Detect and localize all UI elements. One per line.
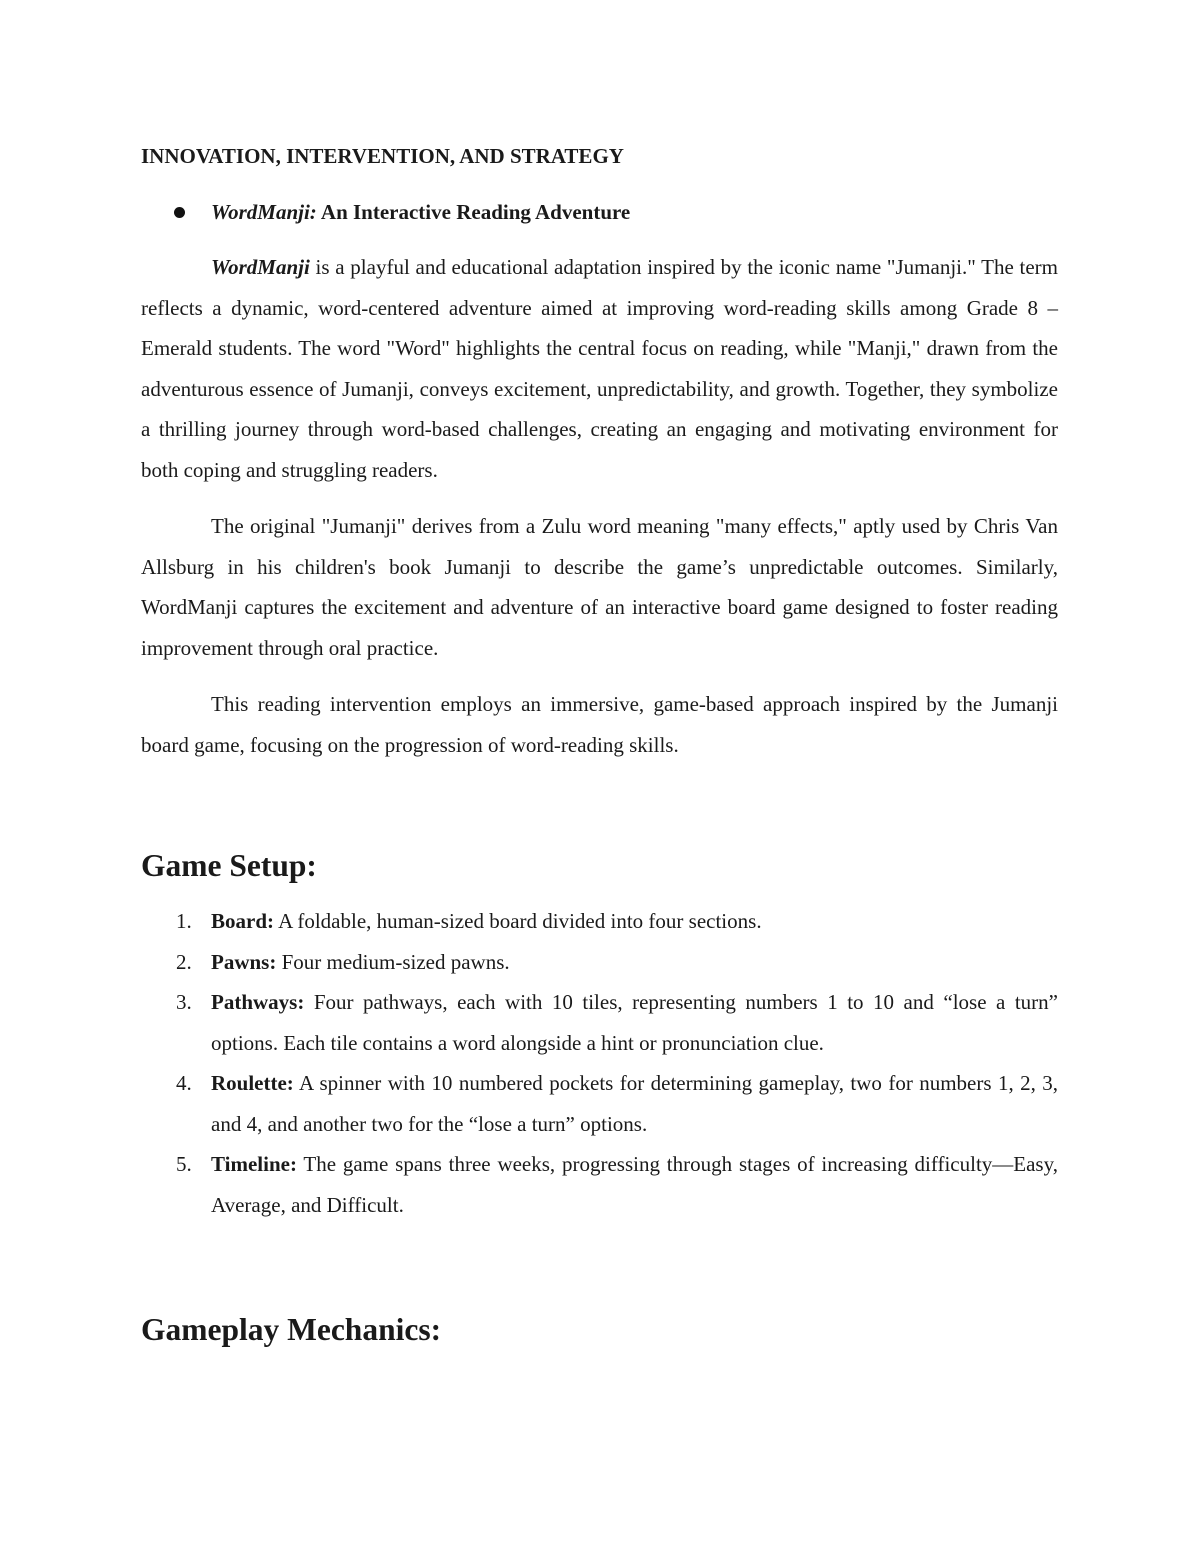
list-item-text: A spinner with 10 numbered pockets for determining gameplay, two for numbers 1, 2, 3, and 4, and another two for the “lose a turn” options. <box>211 1071 1058 1136</box>
list-item <box>141 1063 1058 1144</box>
paragraph-origin: The original "Jumanji" derives from a Zulu word meaning "many effects," aptly used by Chris Van Allsburg in his children's book Jumanji to describe the game’s unpredictable outcomes. Similarly, WordManji captures the excitement and adventure of an interactive board game designed to foster reading improvement through oral practice. <box>141 514 1058 660</box>
bullet-dot-icon <box>174 207 185 218</box>
list-item-number: 1. <box>176 909 192 933</box>
page-content <box>141 143 1058 1347</box>
paragraph-approach: This reading intervention employs an immersive, game-based approach inspired by the Jumanji board game, focusing on the progression of word-reading skills. <box>141 692 1058 757</box>
bullet-heading-name: WordManji: <box>211 200 317 224</box>
list-item-text: The game spans three weeks, progressing through stages of increasing difficulty—Easy, Average, and Difficult. <box>211 1152 1058 1217</box>
list-item-label: Roulette: <box>211 1071 294 1095</box>
list-item <box>141 901 1058 942</box>
gameplay-mechanics-heading: Gameplay Mechanics: <box>141 1312 442 1347</box>
page-title: INNOVATION, INTERVENTION, AND STRATEGY <box>141 144 624 168</box>
list-item-label: Board: <box>211 909 274 933</box>
game-setup-heading: Game Setup: <box>141 848 317 883</box>
list-item <box>141 982 1058 1063</box>
list-item-label: Pathways: <box>211 990 305 1014</box>
bullet-heading-subtitle: An Interactive Reading Adventure <box>320 200 631 224</box>
list-item <box>141 1144 1058 1225</box>
list-item <box>141 942 1058 983</box>
paragraph-intro-lead: WordManji <box>211 255 310 279</box>
list-item-text: Four pathways, each with 10 tiles, representing numbers 1 to 10 and “lose a turn” options. Each tile contains a word alongside a hint or pronunciation clue. <box>211 990 1058 1055</box>
list-item-number: 3. <box>176 990 192 1014</box>
list-item-number: 5. <box>176 1152 192 1176</box>
list-item-number: 2. <box>176 949 192 974</box>
list-item-text: Four medium-sized pawns. <box>276 949 510 974</box>
list-item-number: 4. <box>176 1071 192 1095</box>
list-item-label: Timeline: <box>211 1152 297 1176</box>
paragraph-intro <box>141 247 1058 490</box>
list-item-label: Pawns: <box>211 949 277 974</box>
bullet-heading <box>141 199 1058 225</box>
game-setup-list <box>141 901 1058 1225</box>
list-item-text: A foldable, human-sized board divided into four sections. <box>274 909 762 933</box>
paragraph-intro-text: is a playful and educational adaptation inspired by the iconic name "Jumanji." The term reflects a dynamic, word-centered adventure aimed at improving word-reading skills among Grade 8 – Emerald students. The word "Word" highlights the central focus on reading, while "Manji," drawn from the adventurous essence of Jumanji, conveys excitement, unpredictability, and growth. Together, they symbolize a thrilling journey through word-based challenges, creating an engaging and motivating environment for both coping and struggling readers. <box>141 255 1058 482</box>
